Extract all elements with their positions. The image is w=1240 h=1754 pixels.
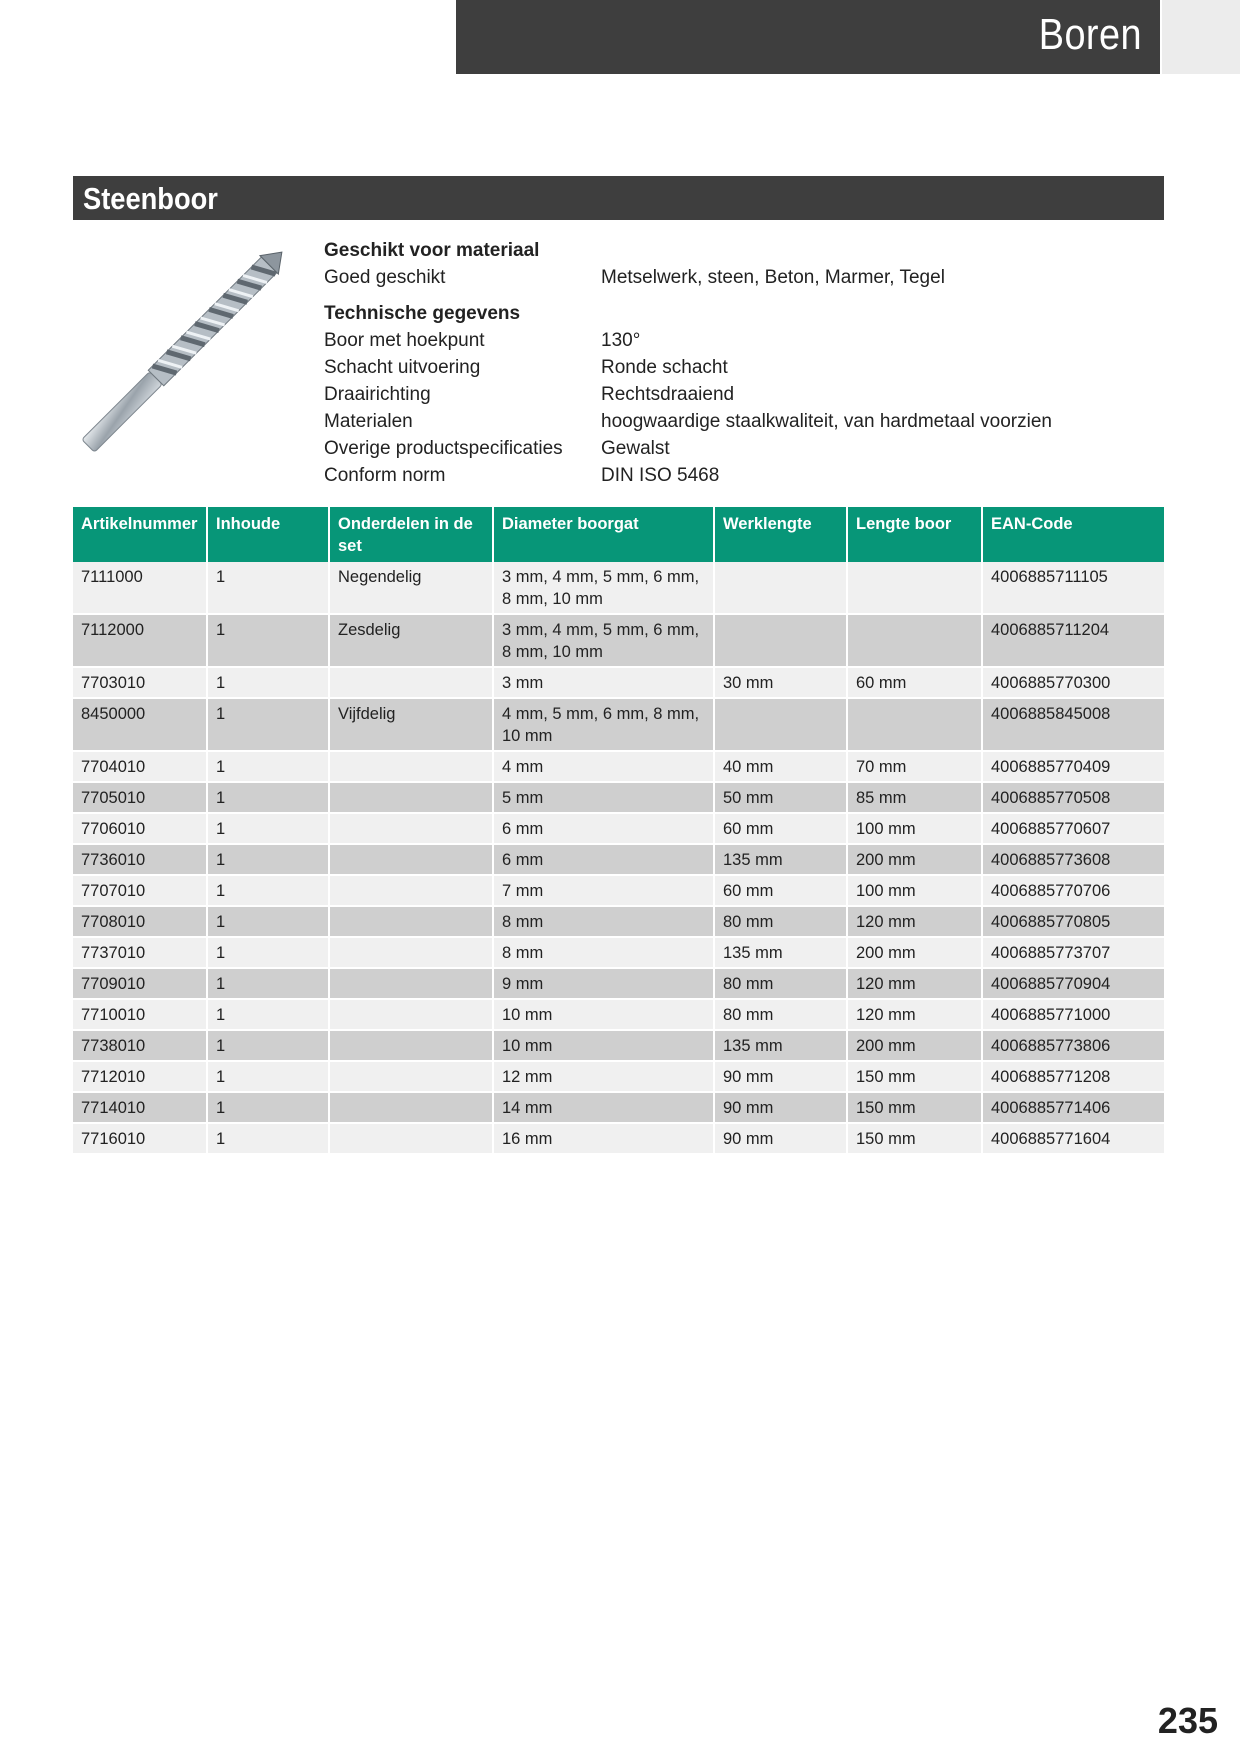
cell-drill-length: 85 mm — [847, 782, 982, 813]
cell-article-number: 7708010 — [73, 906, 207, 937]
table-row — [73, 782, 1164, 813]
cell-ean-code: 4006885770300 — [982, 667, 1164, 698]
table-row — [73, 906, 1164, 937]
cell-article-number: 7712010 — [73, 1061, 207, 1092]
cell-content: 1 — [207, 1123, 329, 1154]
cell-working-length — [714, 562, 847, 614]
cell-ean-code: 4006885770904 — [982, 968, 1164, 999]
table-row — [73, 1092, 1164, 1123]
spec-row — [324, 354, 1164, 381]
table-row — [73, 614, 1164, 667]
cell-set-parts — [329, 782, 493, 813]
spec-label: Materialen — [324, 411, 413, 432]
cell-drill-length: 150 mm — [847, 1092, 982, 1123]
cell-article-number: 7737010 — [73, 937, 207, 968]
section-title: Steenboor — [83, 181, 218, 216]
cell-diameter: 10 mm — [493, 1030, 714, 1061]
cell-set-parts — [329, 875, 493, 906]
cell-working-length — [714, 698, 847, 751]
cell-article-number: 7709010 — [73, 968, 207, 999]
cell-set-parts: Zesdelig — [329, 614, 493, 667]
cell-content: 1 — [207, 614, 329, 667]
cell-diameter: 4 mm — [493, 751, 714, 782]
cell-set-parts — [329, 844, 493, 875]
chapter-header-bar — [456, 0, 1160, 74]
cell-set-parts — [329, 1092, 493, 1123]
cell-content: 1 — [207, 906, 329, 937]
table-header-row — [73, 507, 1164, 562]
cell-drill-length: 200 mm — [847, 844, 982, 875]
cell-article-number: 7710010 — [73, 999, 207, 1030]
spec-label: Schacht uitvoering — [324, 357, 481, 378]
cell-working-length: 50 mm — [714, 782, 847, 813]
cell-set-parts — [329, 667, 493, 698]
cell-content: 1 — [207, 698, 329, 751]
cell-content: 1 — [207, 1030, 329, 1061]
cell-set-parts — [329, 999, 493, 1030]
cell-drill-length: 120 mm — [847, 906, 982, 937]
spec-label: Goed geschikt — [324, 267, 446, 288]
cell-diameter: 5 mm — [493, 782, 714, 813]
cell-content: 1 — [207, 999, 329, 1030]
spec-row — [324, 462, 1164, 489]
table-row — [73, 1061, 1164, 1092]
spec-value: 130° — [601, 330, 641, 351]
cell-working-length: 60 mm — [714, 813, 847, 844]
cell-working-length — [714, 614, 847, 667]
cell-ean-code: 4006885770508 — [982, 782, 1164, 813]
column-header-content: Inhoude — [207, 507, 329, 562]
cell-drill-length — [847, 698, 982, 751]
cell-ean-code: 4006885845008 — [982, 698, 1164, 751]
cell-drill-length: 200 mm — [847, 937, 982, 968]
column-header-diameter: Diameter boorgat — [493, 507, 714, 562]
cell-working-length: 30 mm — [714, 667, 847, 698]
section-header-bar — [73, 176, 1164, 220]
cell-diameter: 9 mm — [493, 968, 714, 999]
spec-row — [324, 327, 1164, 354]
cell-set-parts — [329, 1123, 493, 1154]
cell-set-parts — [329, 937, 493, 968]
cell-drill-length: 150 mm — [847, 1061, 982, 1092]
cell-article-number: 8450000 — [73, 698, 207, 751]
cell-diameter: 8 mm — [493, 937, 714, 968]
cell-set-parts — [329, 751, 493, 782]
cell-working-length: 135 mm — [714, 1030, 847, 1061]
cell-working-length: 135 mm — [714, 937, 847, 968]
column-header-ean-code: EAN-Code — [982, 507, 1164, 562]
cell-article-number: 7707010 — [73, 875, 207, 906]
cell-article-number: 7112000 — [73, 614, 207, 667]
spec-row — [324, 408, 1164, 435]
cell-set-parts — [329, 813, 493, 844]
spec-value: DIN ISO 5468 — [601, 465, 720, 486]
cell-set-parts: Negendelig — [329, 562, 493, 614]
cell-drill-length: 120 mm — [847, 968, 982, 999]
spec-label: Conform norm — [324, 465, 446, 486]
spec-value: Metselwerk, steen, Beton, Marmer, Tegel — [601, 267, 945, 288]
cell-diameter: 10 mm — [493, 999, 714, 1030]
cell-ean-code: 4006885771406 — [982, 1092, 1164, 1123]
material-heading: Geschikt voor materiaal — [324, 240, 540, 261]
cell-drill-length — [847, 562, 982, 614]
table-row — [73, 968, 1164, 999]
cell-diameter: 16 mm — [493, 1123, 714, 1154]
cell-content: 1 — [207, 875, 329, 906]
spec-row — [324, 381, 1164, 408]
cell-ean-code: 4006885711204 — [982, 614, 1164, 667]
cell-article-number: 7736010 — [73, 844, 207, 875]
table-row — [73, 562, 1164, 614]
spec-value: Rechtsdraaiend — [601, 384, 735, 405]
cell-diameter: 6 mm — [493, 813, 714, 844]
spec-row — [324, 435, 1164, 462]
cell-working-length: 80 mm — [714, 906, 847, 937]
cell-diameter: 4 mm, 5 mm, 6 mm, 8 mm, 10 mm — [493, 698, 714, 751]
cell-drill-length: 200 mm — [847, 1030, 982, 1061]
cell-set-parts — [329, 1061, 493, 1092]
product-table — [73, 507, 1164, 1155]
spec-value: hoogwaardige staalkwaliteit, van hardmetaal voorzien — [601, 411, 1052, 432]
cell-diameter: 3 mm — [493, 667, 714, 698]
cell-drill-length: 70 mm — [847, 751, 982, 782]
cell-ean-code: 4006885770706 — [982, 875, 1164, 906]
cell-diameter: 7 mm — [493, 875, 714, 906]
chapter-tab — [1162, 0, 1240, 74]
page-number: 235 — [1157, 1700, 1218, 1741]
cell-diameter: 6 mm — [493, 844, 714, 875]
table-row — [73, 698, 1164, 751]
spec-row — [324, 264, 1164, 291]
table-row — [73, 999, 1164, 1030]
column-header-working-length: Werklengte — [714, 507, 847, 562]
cell-content: 1 — [207, 937, 329, 968]
column-header-drill-length: Lengte boor — [847, 507, 982, 562]
table-row — [73, 813, 1164, 844]
cell-ean-code: 4006885770805 — [982, 906, 1164, 937]
cell-content: 1 — [207, 844, 329, 875]
cell-diameter: 3 mm, 4 mm, 5 mm, 6 mm, 8 mm, 10 mm — [493, 562, 714, 614]
table-row — [73, 875, 1164, 906]
technical-heading: Technische gegevens — [324, 303, 521, 324]
spec-label: Boor met hoekpunt — [324, 330, 485, 351]
cell-set-parts — [329, 1030, 493, 1061]
cell-set-parts — [329, 968, 493, 999]
cell-drill-length: 150 mm — [847, 1123, 982, 1154]
cell-ean-code: 4006885711105 — [982, 562, 1164, 614]
cell-content: 1 — [207, 562, 329, 614]
cell-content: 1 — [207, 1092, 329, 1123]
cell-working-length: 60 mm — [714, 875, 847, 906]
cell-ean-code: 4006885773707 — [982, 937, 1164, 968]
column-header-article-number: Artikelnummer — [73, 507, 207, 562]
cell-ean-code: 4006885770409 — [982, 751, 1164, 782]
cell-content: 1 — [207, 782, 329, 813]
cell-diameter: 8 mm — [493, 906, 714, 937]
cell-diameter: 12 mm — [493, 1061, 714, 1092]
cell-working-length: 80 mm — [714, 999, 847, 1030]
spec-label: Overige productspecificaties — [324, 438, 563, 459]
cell-set-parts: Vijfdelig — [329, 698, 493, 751]
cell-article-number: 7706010 — [73, 813, 207, 844]
cell-diameter: 14 mm — [493, 1092, 714, 1123]
cell-content: 1 — [207, 813, 329, 844]
table-row — [73, 844, 1164, 875]
cell-content: 1 — [207, 751, 329, 782]
cell-article-number: 7111000 — [73, 562, 207, 614]
product-specifications — [324, 238, 1164, 489]
cell-ean-code: 4006885771208 — [982, 1061, 1164, 1092]
spec-value: Ronde schacht — [601, 357, 728, 378]
spec-label: Draairichting — [324, 384, 431, 405]
cell-working-length: 135 mm — [714, 844, 847, 875]
cell-working-length: 90 mm — [714, 1123, 847, 1154]
cell-article-number: 7714010 — [73, 1092, 207, 1123]
cell-ean-code: 4006885773608 — [982, 844, 1164, 875]
cell-drill-length: 60 mm — [847, 667, 982, 698]
cell-article-number: 7704010 — [73, 751, 207, 782]
table-row — [73, 667, 1164, 698]
cell-working-length: 80 mm — [714, 968, 847, 999]
chapter-title: Boren — [1038, 10, 1142, 59]
cell-article-number: 7705010 — [73, 782, 207, 813]
cell-ean-code: 4006885770607 — [982, 813, 1164, 844]
cell-working-length: 90 mm — [714, 1061, 847, 1092]
cell-content: 1 — [207, 968, 329, 999]
cell-article-number: 7738010 — [73, 1030, 207, 1061]
cell-working-length: 40 mm — [714, 751, 847, 782]
cell-ean-code: 4006885773806 — [982, 1030, 1164, 1061]
cell-drill-length: 100 mm — [847, 813, 982, 844]
masonry-drill-bit-photo — [70, 236, 300, 462]
table-row — [73, 1123, 1164, 1154]
cell-diameter: 3 mm, 4 mm, 5 mm, 6 mm, 8 mm, 10 mm — [493, 614, 714, 667]
table-row — [73, 751, 1164, 782]
cell-content: 1 — [207, 667, 329, 698]
cell-article-number: 7703010 — [73, 667, 207, 698]
cell-article-number: 7716010 — [73, 1123, 207, 1154]
cell-drill-length — [847, 614, 982, 667]
column-header-set-parts: Onderdelen in de set — [329, 507, 493, 562]
cell-ean-code: 4006885771000 — [982, 999, 1164, 1030]
cell-drill-length: 100 mm — [847, 875, 982, 906]
cell-working-length: 90 mm — [714, 1092, 847, 1123]
cell-set-parts — [329, 906, 493, 937]
table-row — [73, 937, 1164, 968]
table-row — [73, 1030, 1164, 1061]
spec-value: Gewalst — [601, 438, 670, 459]
cell-drill-length: 120 mm — [847, 999, 982, 1030]
cell-content: 1 — [207, 1061, 329, 1092]
cell-ean-code: 4006885771604 — [982, 1123, 1164, 1154]
